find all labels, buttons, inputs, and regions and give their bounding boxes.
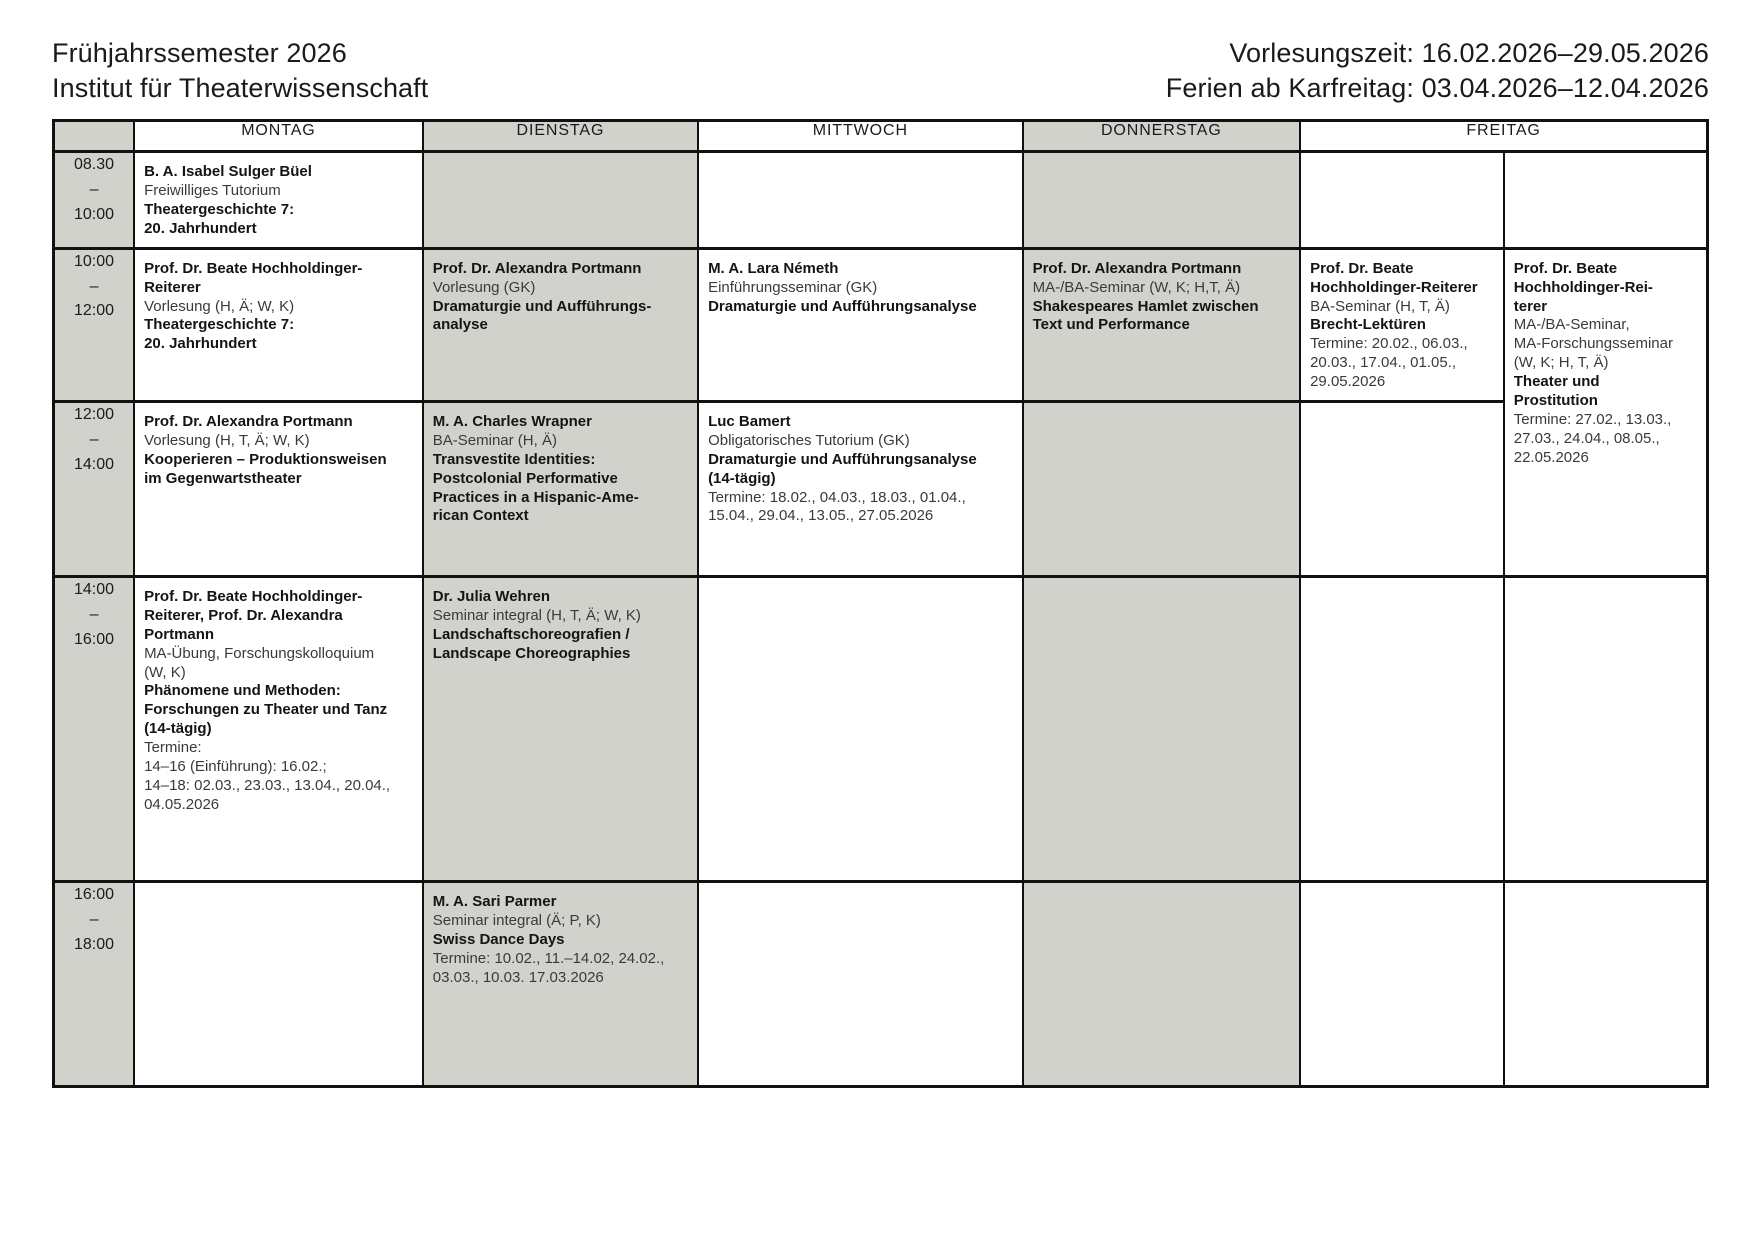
cell-montag-1400[interactable] xyxy=(134,576,423,881)
cell-montag-0830[interactable] xyxy=(134,152,423,249)
cell-mittwoch-1000[interactable] xyxy=(698,248,1023,401)
semester-title: Frühjahrssemester 2026 xyxy=(52,38,347,68)
time-slot-0830 xyxy=(54,152,135,249)
course-title: Brecht-Lektüren xyxy=(1310,316,1426,334)
course-dates-label: Termine: xyxy=(144,739,202,757)
cell-donnerstag-1000[interactable] xyxy=(1023,248,1301,401)
cell-donnerstag-1200[interactable] xyxy=(1023,401,1301,576)
table-row xyxy=(54,248,1708,401)
course-entry xyxy=(135,250,422,362)
course-type: Einführungsseminar (GK) xyxy=(708,278,878,296)
time-end: 16:00 xyxy=(74,630,115,648)
time-slot-1000 xyxy=(54,248,135,401)
course-type: Vorlesung (H, Ä; W, K) xyxy=(144,297,295,315)
course-dates-cont: 27.03., 24.04., 08.05., xyxy=(1513,429,1660,447)
course-title: Swiss Dance Days xyxy=(432,930,565,948)
time-start: 08.30 xyxy=(74,156,115,174)
cell-montag-1200[interactable] xyxy=(134,401,423,576)
time-end: 10:00 xyxy=(74,205,115,223)
course-title: Theater und xyxy=(1513,373,1600,391)
time-start: 16:00 xyxy=(74,885,115,903)
course-instructor-cont: Hochholdinger-Reiterer xyxy=(1310,278,1478,296)
course-entry xyxy=(135,578,422,823)
cell-montag-1000[interactable] xyxy=(134,248,423,401)
course-instructor-cont: Reiterer, Prof. Dr. Alexandra xyxy=(144,606,343,624)
timetable-body xyxy=(54,152,1708,1087)
holiday-period: Ferien ab Karfreitag: 03.04.2026–12.04.2026 xyxy=(1165,73,1709,104)
course-title-cont: 20. Jahrhundert xyxy=(144,219,257,237)
course-type-cont: (W, K) xyxy=(144,663,186,681)
cell-mittwoch-1400[interactable] xyxy=(698,576,1023,881)
course-type: MA-Übung, Forschungskolloquium xyxy=(144,644,375,662)
course-entry xyxy=(699,403,1022,534)
header-right-block xyxy=(1166,36,1709,106)
header-left-block xyxy=(52,36,428,106)
course-entry xyxy=(1505,250,1706,476)
cell-montag-1600[interactable] xyxy=(134,881,423,1086)
course-dates-cont: 03.03., 10.03. 17.03.2026 xyxy=(432,968,604,986)
course-type: BA-Seminar (H, Ä) xyxy=(432,431,557,449)
timetable-grid-wrapper xyxy=(0,106,1761,1088)
course-dates-cont: 14–18: 02.03., 23.03., 13.04., 20.04., xyxy=(144,776,391,794)
course-entry xyxy=(424,578,697,672)
time-dash: – xyxy=(89,910,99,928)
cell-donnerstag-1400[interactable] xyxy=(1023,576,1301,881)
cell-mittwoch-1600[interactable] xyxy=(698,881,1023,1086)
table-row xyxy=(54,401,1708,576)
time-slot-1600 xyxy=(54,881,135,1086)
time-end: 18:00 xyxy=(74,935,115,953)
course-type-cont: MA-Forschungsseminar xyxy=(1513,335,1673,353)
course-instructor: Prof. Dr. Beate xyxy=(1513,259,1618,277)
course-instructor: Dr. Julia Wehren xyxy=(432,587,551,605)
course-type: Seminar integral (H, T, Ä; W, K) xyxy=(432,606,641,624)
timetable xyxy=(52,119,1709,1088)
course-type: Vorlesung (GK) xyxy=(432,278,536,296)
course-dates-cont2: 29.05.2026 xyxy=(1310,373,1386,391)
cell-dienstag-0830[interactable] xyxy=(423,152,698,249)
course-dates-cont2: 04.05.2026 xyxy=(144,795,220,813)
course-entry xyxy=(135,403,422,497)
day-header-mittwoch: MITTWOCH xyxy=(698,121,1023,152)
day-header-montag: MONTAG xyxy=(134,121,423,152)
lecture-period: Vorlesungszeit: 16.02.2026–29.05.2026 xyxy=(1229,38,1709,68)
course-entry xyxy=(699,250,1022,325)
course-title-cont: analyse xyxy=(432,316,488,334)
time-dash: – xyxy=(89,430,99,448)
course-title-cont: Text und Performance xyxy=(1032,316,1190,334)
course-dates: Termine: 10.02., 11.–14.02, 24.02., xyxy=(432,949,665,967)
course-instructor: Prof. Dr. Alexandra Portmann xyxy=(432,259,642,277)
day-header-dienstag: DIENSTAG xyxy=(423,121,698,152)
timetable-head xyxy=(54,121,1708,152)
course-instructor: M. A. Charles Wrapner xyxy=(432,412,592,430)
cell-freitag-a-1200[interactable] xyxy=(1300,401,1504,576)
cell-donnerstag-1600[interactable] xyxy=(1023,881,1301,1086)
table-row xyxy=(54,576,1708,881)
course-title-cont3: rican Context xyxy=(432,507,529,525)
cell-freitag-a-1400[interactable] xyxy=(1300,576,1504,881)
course-entry xyxy=(1024,250,1300,344)
course-instructor: Luc Bamert xyxy=(708,412,791,430)
cell-freitag-a-1600[interactable] xyxy=(1300,881,1504,1086)
course-type: Seminar integral (Ä; P, K) xyxy=(432,911,601,929)
cell-freitag-a-1000[interactable] xyxy=(1300,248,1504,401)
cell-freitag-b-0830[interactable] xyxy=(1504,152,1708,249)
time-slot-1200 xyxy=(54,401,135,576)
cell-freitag-b-1000[interactable] xyxy=(1504,248,1708,576)
course-instructor: Prof. Dr. Alexandra Portmann xyxy=(144,412,353,430)
course-instructor: Prof. Dr. Beate Hochholdinger- xyxy=(144,259,363,277)
course-entry xyxy=(135,153,422,247)
course-entry xyxy=(424,250,697,344)
course-instructor: Prof. Dr. Alexandra Portmann xyxy=(1032,259,1242,277)
course-title-cont: Forschungen zu Theater und Tanz xyxy=(144,701,388,719)
course-title: Transvestite Identities: xyxy=(432,450,596,468)
course-title: Kooperieren – Produktionsweisen xyxy=(144,450,387,468)
course-instructor-cont: Reiterer xyxy=(144,278,201,296)
cell-dienstag-1400[interactable] xyxy=(423,576,698,881)
course-title: Dramaturgie und Aufführungsanalyse xyxy=(708,297,977,315)
time-start: 12:00 xyxy=(74,405,115,423)
cell-dienstag-1600[interactable] xyxy=(423,881,698,1086)
time-dash: – xyxy=(89,180,99,198)
course-dates: Termine: 20.02., 06.03., xyxy=(1310,335,1468,353)
course-title-cont: im Gegenwartstheater xyxy=(144,469,302,487)
course-dates-cont2: 22.05.2026 xyxy=(1513,448,1589,466)
course-title: Dramaturgie und Aufführungsanalyse xyxy=(708,450,977,468)
cell-donnerstag-0830[interactable] xyxy=(1023,152,1301,249)
cell-freitag-b-1600[interactable] xyxy=(1504,881,1708,1086)
course-type-cont2: (W, K; H, T, Ä) xyxy=(1513,354,1609,372)
time-start: 14:00 xyxy=(74,580,115,598)
course-instructor-cont2: Portmann xyxy=(144,625,215,643)
course-frequency: (14-tägig) xyxy=(144,720,212,738)
table-row xyxy=(54,881,1708,1086)
course-instructor: M. A. Lara Németh xyxy=(708,259,839,277)
course-title: Phänomene und Methoden: xyxy=(144,682,341,700)
cell-freitag-a-0830[interactable] xyxy=(1300,152,1504,249)
course-instructor: M. A. Sari Parmer xyxy=(432,892,557,910)
time-dash: – xyxy=(89,605,99,623)
course-title-cont: Prostitution xyxy=(1513,391,1598,409)
cell-mittwoch-1200[interactable] xyxy=(698,401,1023,576)
course-type: Obligatorisches Tutorium (GK) xyxy=(708,431,910,449)
day-header-freitag: FREITAG xyxy=(1300,121,1707,152)
course-entry xyxy=(424,883,697,995)
course-entry xyxy=(1301,250,1503,400)
course-dates: Termine: 18.02., 04.03., 18.03., 01.04., xyxy=(708,488,966,506)
time-start: 10:00 xyxy=(74,252,115,270)
time-end: 12:00 xyxy=(74,302,115,320)
course-dates-cont: 20.03., 17.04., 01.05., xyxy=(1310,354,1457,372)
course-type: Freiwilliges Tutorium xyxy=(144,182,281,200)
day-header-donnerstag: DONNERSTAG xyxy=(1023,121,1301,152)
course-instructor: Prof. Dr. Beate Hochholdinger- xyxy=(144,587,363,605)
course-type: BA-Seminar (H, T, Ä) xyxy=(1310,297,1450,315)
time-end: 14:00 xyxy=(74,455,115,473)
course-title-cont: Landscape Choreographies xyxy=(432,644,631,662)
cell-mittwoch-0830[interactable] xyxy=(698,152,1023,249)
course-type: MA-/BA-Seminar, xyxy=(1513,316,1630,334)
page-header xyxy=(0,0,1761,106)
table-row xyxy=(54,152,1708,249)
course-instructor-cont2: terer xyxy=(1513,297,1548,315)
course-entry xyxy=(424,403,697,534)
course-title: Landschaftschoreografien / xyxy=(432,625,630,643)
header-time-column xyxy=(54,121,135,152)
course-dates-cont: 15.04., 29.04., 13.05., 27.05.2026 xyxy=(708,507,934,525)
day-header-row xyxy=(54,121,1708,152)
cell-dienstag-1000[interactable] xyxy=(423,248,698,401)
course-instructor: Prof. Dr. Beate xyxy=(1310,259,1414,277)
course-title: Theatergeschichte 7: xyxy=(144,200,295,218)
course-frequency: (14-tägig) xyxy=(708,469,776,487)
course-title-cont: 20. Jahrhundert xyxy=(144,335,257,353)
course-instructor-cont: Hochholdinger-Rei- xyxy=(1513,278,1653,296)
course-title: Shakespeares Hamlet zwischen xyxy=(1032,297,1259,315)
cell-freitag-b-1400[interactable] xyxy=(1504,576,1708,881)
institute-name: Institut für Theaterwissenschaft xyxy=(52,73,429,104)
course-type: MA-/BA-Seminar (W, K; H,T, Ä) xyxy=(1032,278,1241,296)
time-dash: – xyxy=(89,277,99,295)
course-title: Theatergeschichte 7: xyxy=(144,316,295,334)
time-slot-1400 xyxy=(54,576,135,881)
course-dates: Termine: 27.02., 13.03., xyxy=(1513,410,1672,428)
course-title-cont2: Practices in a Hispanic-Ame- xyxy=(432,488,639,506)
course-type: Vorlesung (H, T, Ä; W, K) xyxy=(144,431,310,449)
course-instructor: B. A. Isabel Sulger Büel xyxy=(144,163,312,181)
course-dates: 14–16 (Einführung): 16.02.; xyxy=(144,758,327,775)
course-title-cont: Postcolonial Performative xyxy=(432,469,618,487)
course-title: Dramaturgie und Aufführungs- xyxy=(432,297,652,315)
cell-dienstag-1200[interactable] xyxy=(423,401,698,576)
